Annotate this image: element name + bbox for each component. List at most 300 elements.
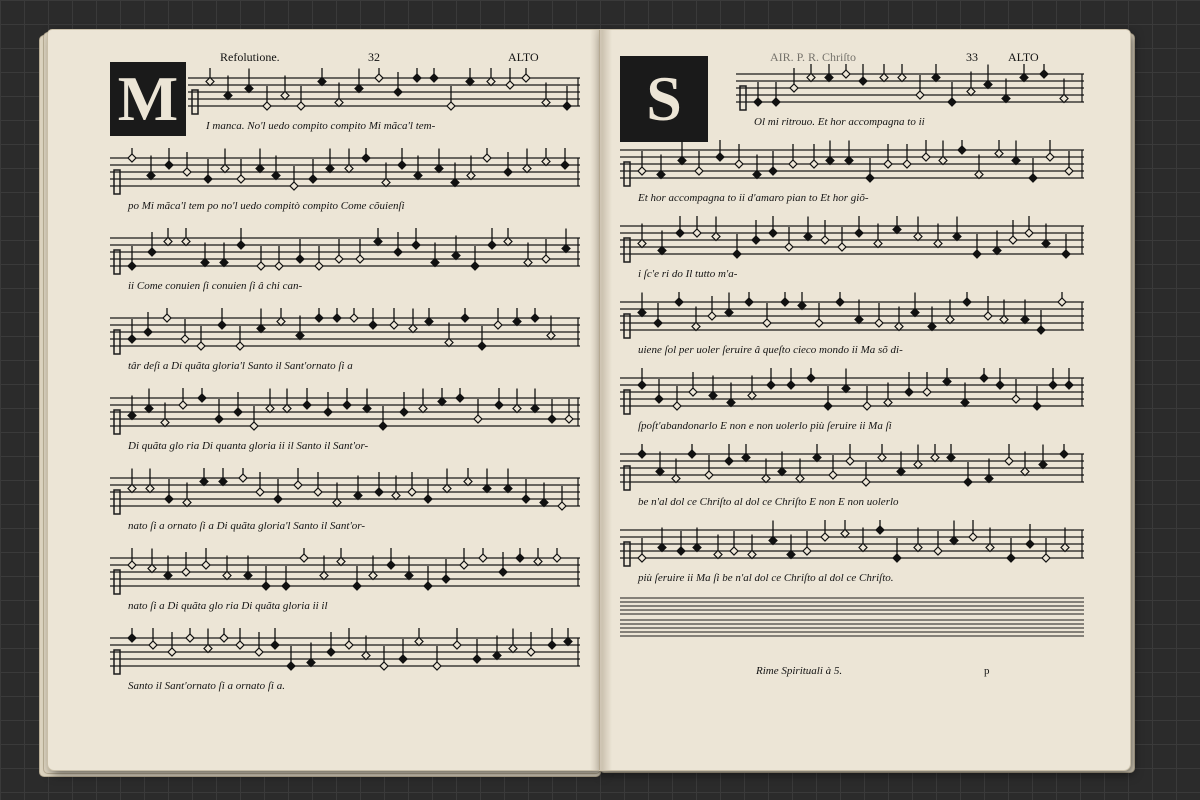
note-head xyxy=(787,551,795,559)
note-head xyxy=(287,662,295,670)
note-head xyxy=(147,172,155,180)
note-head xyxy=(1049,381,1057,389)
note-head xyxy=(948,98,956,106)
note-head xyxy=(727,399,735,407)
note-head xyxy=(277,318,285,326)
music-staff xyxy=(110,628,580,680)
note-head xyxy=(513,318,521,326)
footer-title: Rime Spirituali à 5. xyxy=(756,665,843,677)
note-head xyxy=(967,88,975,96)
music-staff xyxy=(620,140,1084,192)
note-head xyxy=(456,394,464,402)
note-head xyxy=(309,175,317,183)
note-head xyxy=(236,342,244,350)
note-head xyxy=(1037,326,1045,334)
note-head xyxy=(493,652,501,660)
note-head xyxy=(163,314,171,322)
note-head xyxy=(1061,544,1069,552)
note-head xyxy=(787,381,795,389)
note-head xyxy=(1065,381,1073,389)
note-head xyxy=(354,492,362,500)
note-head xyxy=(215,415,223,423)
note-head xyxy=(488,241,496,249)
note-head xyxy=(884,399,892,407)
note-head xyxy=(345,641,353,649)
note-head xyxy=(705,471,713,479)
note-head xyxy=(778,468,786,476)
note-head xyxy=(846,457,854,465)
note-head xyxy=(324,408,332,416)
note-head xyxy=(950,537,958,545)
note-head xyxy=(355,85,363,93)
note-head xyxy=(335,99,343,107)
note-head xyxy=(128,262,136,270)
note-head xyxy=(880,74,888,82)
note-head xyxy=(425,318,433,326)
note-head xyxy=(984,312,992,320)
note-head xyxy=(993,247,1001,255)
note-head xyxy=(182,238,190,246)
note-head xyxy=(564,638,572,646)
note-head xyxy=(335,255,343,263)
note-head xyxy=(821,236,829,244)
note-head xyxy=(315,314,323,322)
note-head xyxy=(183,168,191,176)
note-head xyxy=(398,161,406,169)
note-head xyxy=(282,582,290,590)
note-head xyxy=(672,475,680,483)
note-head xyxy=(931,454,939,462)
music-staff xyxy=(110,388,580,440)
note-head xyxy=(165,161,173,169)
note-head xyxy=(494,321,502,329)
note-head xyxy=(356,255,364,263)
left-page-number: 32 xyxy=(368,50,380,64)
note-head xyxy=(464,478,472,486)
lyric-line: târ deſi a Di quãta gloria'l Santo il Sant'ornato ſi a xyxy=(128,360,353,372)
note-head xyxy=(363,405,371,413)
empty-staff xyxy=(620,618,1084,658)
note-head xyxy=(934,240,942,248)
note-head xyxy=(509,645,517,653)
note-head xyxy=(128,561,136,569)
lyric-line: Santo il Sant'ornato ſi a ornato ſi a. xyxy=(128,680,285,692)
note-head xyxy=(495,401,503,409)
note-head xyxy=(183,499,191,507)
note-head xyxy=(1042,240,1050,248)
note-head xyxy=(534,558,542,566)
note-head xyxy=(394,88,402,96)
note-head xyxy=(762,475,770,483)
lyric-line: nato ſi a ornato ſi a Di quãta gloria'l Santo il Sant'or- xyxy=(128,520,366,532)
note-head xyxy=(221,165,229,173)
left-decorated-initial: M xyxy=(110,62,186,136)
note-head xyxy=(431,259,439,267)
note-head xyxy=(415,638,423,646)
note-head xyxy=(237,241,245,249)
note-head xyxy=(1058,298,1066,306)
note-head xyxy=(392,492,400,500)
music-staff xyxy=(620,292,1084,344)
note-head xyxy=(677,547,685,555)
note-head xyxy=(961,399,969,407)
note-head xyxy=(826,157,834,165)
music-staff xyxy=(620,216,1084,268)
note-head xyxy=(296,332,304,340)
note-head xyxy=(692,323,700,331)
note-head xyxy=(716,153,724,161)
note-head xyxy=(296,255,304,263)
note-head xyxy=(350,314,358,322)
music-staff xyxy=(110,548,580,600)
note-head xyxy=(984,81,992,89)
note-head xyxy=(453,641,461,649)
note-head xyxy=(752,236,760,244)
note-head xyxy=(842,70,850,78)
note-head xyxy=(676,229,684,237)
note-head xyxy=(294,481,302,489)
note-head xyxy=(769,229,777,237)
note-head xyxy=(419,405,427,413)
note-head xyxy=(182,568,190,576)
note-head xyxy=(875,319,883,327)
note-head xyxy=(466,78,474,86)
lyric-line: Et hor accompagna to ii d'amaro pian to Et hor giõ- xyxy=(638,192,869,204)
note-head xyxy=(709,392,717,400)
note-head xyxy=(164,238,172,246)
left-page-running-header: Refolutione. xyxy=(220,50,280,64)
note-head xyxy=(548,415,556,423)
note-head xyxy=(382,179,390,187)
note-head xyxy=(256,488,264,496)
note-head xyxy=(932,74,940,82)
note-head xyxy=(712,233,720,241)
note-head xyxy=(369,321,377,329)
note-head xyxy=(375,488,383,496)
lyric-line: uiene ſol per uoler ſeruire â queſto cieco mondo ii Ma sõ di- xyxy=(638,344,903,356)
music-staff xyxy=(736,64,1084,116)
note-head xyxy=(1021,468,1029,476)
note-head xyxy=(245,85,253,93)
note-head xyxy=(451,179,459,187)
note-head xyxy=(281,92,289,100)
note-head xyxy=(452,252,460,260)
note-head xyxy=(275,262,283,270)
note-head xyxy=(565,415,573,423)
note-head xyxy=(655,395,663,403)
music-staff xyxy=(620,368,1084,420)
right-page xyxy=(600,30,1130,770)
note-head xyxy=(412,241,420,249)
note-head xyxy=(320,572,328,580)
note-head xyxy=(542,255,550,263)
note-head xyxy=(435,165,443,173)
note-head xyxy=(255,648,263,656)
note-head xyxy=(953,233,961,241)
lyric-line: più ſeruire ii Ma ſi be n'al dol ce Chriſto al dol ce Chriſto. xyxy=(638,572,894,584)
note-head xyxy=(838,243,846,251)
note-head xyxy=(995,150,1003,158)
note-head xyxy=(767,381,775,389)
note-head xyxy=(561,161,569,169)
lyric-line: be n'al dol ce Chriſto al dol ce Chriſto E non E non uolerlo xyxy=(638,496,899,508)
note-head xyxy=(471,262,479,270)
note-head xyxy=(262,582,270,590)
note-head xyxy=(914,461,922,469)
note-head xyxy=(433,662,441,670)
note-head xyxy=(748,392,756,400)
note-head xyxy=(524,259,532,267)
note-head xyxy=(274,495,282,503)
note-head xyxy=(1042,554,1050,562)
note-head xyxy=(673,402,681,410)
music-staff xyxy=(620,520,1084,572)
note-head xyxy=(531,314,539,322)
note-head xyxy=(708,312,716,320)
note-head xyxy=(1046,153,1054,161)
note-head xyxy=(257,325,265,333)
note-head xyxy=(165,495,173,503)
note-head xyxy=(204,645,212,653)
note-head xyxy=(461,314,469,322)
note-head xyxy=(206,78,214,86)
note-head xyxy=(527,648,535,656)
note-head xyxy=(829,471,837,479)
note-head xyxy=(499,568,507,576)
note-head xyxy=(300,554,308,562)
lyric-line: i ſc'e ri do Il tutto m'a- xyxy=(638,268,738,280)
note-head xyxy=(1005,457,1013,465)
note-head xyxy=(186,634,194,642)
note-head xyxy=(272,172,280,180)
note-head xyxy=(745,298,753,306)
note-head xyxy=(318,78,326,86)
note-head xyxy=(964,478,972,486)
note-head xyxy=(314,488,322,496)
note-head xyxy=(563,102,571,110)
lyric-line: nato ſi a Di quãta glo ria Di quãta gloria ii il xyxy=(128,600,328,612)
note-head xyxy=(181,335,189,343)
note-head xyxy=(337,558,345,566)
note-head xyxy=(164,572,172,580)
note-head xyxy=(200,478,208,486)
note-head xyxy=(239,474,247,482)
note-head xyxy=(405,572,413,580)
note-head xyxy=(445,339,453,347)
note-head xyxy=(483,485,491,493)
note-head xyxy=(128,154,136,162)
note-head xyxy=(914,544,922,552)
note-head xyxy=(730,547,738,555)
note-head xyxy=(399,655,407,663)
note-head xyxy=(414,172,422,180)
note-head xyxy=(733,250,741,258)
note-head xyxy=(237,175,245,183)
note-head xyxy=(638,167,646,175)
note-head xyxy=(478,342,486,350)
note-head xyxy=(973,250,981,258)
note-head xyxy=(1012,395,1020,403)
note-head xyxy=(985,475,993,483)
note-head xyxy=(898,74,906,82)
note-head xyxy=(748,551,756,559)
note-head xyxy=(1060,95,1068,103)
note-head xyxy=(234,408,242,416)
note-head xyxy=(1040,70,1048,78)
note-head xyxy=(638,450,646,458)
note-head xyxy=(1026,540,1034,548)
note-head xyxy=(903,160,911,168)
note-head xyxy=(303,401,311,409)
note-head xyxy=(562,245,570,253)
note-head xyxy=(409,325,417,333)
note-head xyxy=(790,84,798,92)
note-head xyxy=(224,92,232,100)
note-head xyxy=(939,157,947,165)
music-staff xyxy=(620,444,1084,496)
note-head xyxy=(326,165,334,173)
note-head xyxy=(947,454,955,462)
note-head xyxy=(863,402,871,410)
note-head xyxy=(219,478,227,486)
note-head xyxy=(958,146,966,154)
note-head xyxy=(946,316,954,324)
note-head xyxy=(789,160,797,168)
note-head xyxy=(675,298,683,306)
note-head xyxy=(408,488,416,496)
note-head xyxy=(297,102,305,110)
note-head xyxy=(911,309,919,317)
note-head xyxy=(763,319,771,327)
note-head xyxy=(379,422,387,430)
note-head xyxy=(824,402,832,410)
note-head xyxy=(807,74,815,82)
note-head xyxy=(785,243,793,251)
note-head xyxy=(400,408,408,416)
note-head xyxy=(218,321,226,329)
signature-mark: p xyxy=(984,665,990,677)
note-head xyxy=(504,168,512,176)
note-head xyxy=(895,323,903,331)
note-head xyxy=(447,102,455,110)
note-head xyxy=(522,74,530,82)
note-head xyxy=(1060,450,1068,458)
note-head xyxy=(678,157,686,165)
note-head xyxy=(390,321,398,329)
note-head xyxy=(1062,250,1070,258)
note-head xyxy=(1020,74,1028,82)
note-head xyxy=(473,655,481,663)
note-head xyxy=(1007,554,1015,562)
note-head xyxy=(128,485,136,493)
note-head xyxy=(263,102,271,110)
note-head xyxy=(943,378,951,386)
note-head xyxy=(813,454,821,462)
note-head xyxy=(146,485,154,493)
note-head xyxy=(855,229,863,237)
note-head xyxy=(531,405,539,413)
note-head xyxy=(688,450,696,458)
note-head xyxy=(923,388,931,396)
note-head xyxy=(128,412,136,420)
right-page-number: 33 xyxy=(966,50,978,64)
note-head xyxy=(842,385,850,393)
note-head xyxy=(753,171,761,179)
note-head xyxy=(148,248,156,256)
note-head xyxy=(914,233,922,241)
note-head xyxy=(542,158,550,166)
note-head xyxy=(658,247,666,255)
note-head xyxy=(874,240,882,248)
note-head xyxy=(430,74,438,82)
lyric-line: po Mi mãca'l tem po no'l uedo compitò compito Come cõuienſi xyxy=(128,200,405,212)
note-head xyxy=(876,526,884,534)
note-head xyxy=(969,533,977,541)
right-page-running-header: AIR. P. R. Chriſto xyxy=(770,50,857,64)
note-head xyxy=(803,547,811,555)
note-head xyxy=(1012,157,1020,165)
note-head xyxy=(769,537,777,545)
note-head xyxy=(374,238,382,246)
note-head xyxy=(271,641,279,649)
note-head xyxy=(438,398,446,406)
note-head xyxy=(638,309,646,317)
note-head xyxy=(807,374,815,382)
note-head xyxy=(825,74,833,82)
note-head xyxy=(204,175,212,183)
note-head xyxy=(769,167,777,175)
note-head xyxy=(638,381,646,389)
note-head xyxy=(460,561,468,569)
note-head xyxy=(128,335,136,343)
note-head xyxy=(387,561,395,569)
note-head xyxy=(657,171,665,179)
note-head xyxy=(179,401,187,409)
note-head xyxy=(148,565,156,573)
lyric-line: Ol mi ritrouo. Et hor accompagna to ii xyxy=(754,116,925,128)
note-head xyxy=(540,499,548,507)
note-head xyxy=(714,551,722,559)
note-head xyxy=(922,153,930,161)
lyric-line: ii Come conuien ſi conuien ſi â chi can- xyxy=(128,280,303,292)
note-head xyxy=(487,78,495,86)
note-head xyxy=(781,298,789,306)
note-head xyxy=(149,641,157,649)
note-head xyxy=(315,262,323,270)
note-head xyxy=(866,174,874,182)
music-staff xyxy=(110,468,580,520)
note-head xyxy=(424,582,432,590)
note-head xyxy=(821,533,829,541)
note-head xyxy=(638,240,646,248)
note-head xyxy=(290,182,298,190)
note-head xyxy=(220,634,228,642)
note-head xyxy=(815,319,823,327)
music-staff xyxy=(110,148,580,200)
note-head xyxy=(810,160,818,168)
note-head xyxy=(474,415,482,423)
note-head xyxy=(916,91,924,99)
note-head xyxy=(658,544,666,552)
note-head xyxy=(380,662,388,670)
note-head xyxy=(934,547,942,555)
note-head xyxy=(654,319,662,327)
note-head xyxy=(1000,316,1008,324)
note-head xyxy=(504,238,512,246)
note-head xyxy=(1009,236,1017,244)
note-head xyxy=(878,454,886,462)
note-head xyxy=(542,99,550,107)
